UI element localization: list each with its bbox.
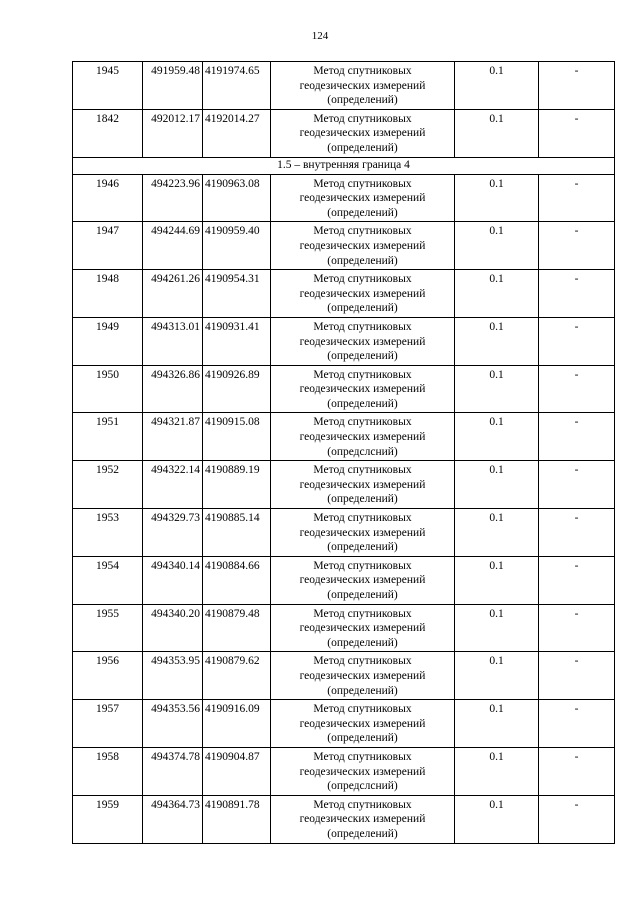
- table-row: [73, 413, 615, 461]
- section-row: [73, 157, 615, 174]
- method-line: геодезических измерений: [299, 79, 426, 92]
- coord-y: 4192014.27: [203, 109, 271, 157]
- method-line: Метод спутниковых: [313, 512, 412, 525]
- note: -: [539, 222, 615, 270]
- method-cell: [271, 556, 455, 604]
- accuracy: 0.1: [455, 413, 539, 461]
- note: -: [539, 413, 615, 461]
- coord-y: 4190931.41: [203, 317, 271, 365]
- coord-x: 494223.96: [143, 174, 203, 222]
- method-line: (определений): [327, 827, 398, 840]
- coord-y: 4190891.78: [203, 795, 271, 843]
- method-line: (определений): [327, 732, 398, 745]
- coord-y: 4190963.08: [203, 174, 271, 222]
- table-row: [73, 652, 615, 700]
- point-number: 1957: [73, 700, 143, 748]
- accuracy: 0.1: [455, 222, 539, 270]
- note: -: [539, 62, 615, 110]
- table-row: [73, 795, 615, 843]
- coord-x: 494261.26: [143, 270, 203, 318]
- point-number: 1959: [73, 795, 143, 843]
- coord-x: 494340.20: [143, 604, 203, 652]
- method-line: Метод спутниковых: [313, 607, 412, 620]
- method-line: геодезических измерений: [299, 622, 426, 635]
- accuracy: 0.1: [455, 652, 539, 700]
- point-number: 1949: [73, 317, 143, 365]
- coord-x: 494353.95: [143, 652, 203, 700]
- method-line: (опредслсний): [327, 780, 398, 793]
- method-line: Метод спутниковых: [313, 320, 412, 333]
- coord-y: 4190904.87: [203, 747, 271, 795]
- note: -: [539, 109, 615, 157]
- coord-y: 4190879.62: [203, 652, 271, 700]
- method-line: Метод спутниковых: [313, 703, 412, 716]
- coord-y: 4190959.40: [203, 222, 271, 270]
- note: -: [539, 317, 615, 365]
- coord-x: 494374.78: [143, 747, 203, 795]
- point-number: 1945: [73, 62, 143, 110]
- method-cell: [271, 317, 455, 365]
- method-cell: [271, 62, 455, 110]
- method-line: Метод спутниковых: [313, 655, 412, 668]
- coord-x: 494353.56: [143, 700, 203, 748]
- note: -: [539, 509, 615, 557]
- method-line: Метод спутниковых: [313, 368, 412, 381]
- method-line: (опредслсний): [327, 445, 398, 458]
- coord-y: 4190879.48: [203, 604, 271, 652]
- method-line: геодезических измерений: [299, 335, 426, 348]
- accuracy: 0.1: [455, 604, 539, 652]
- method-line: Метод спутниковых: [313, 112, 412, 125]
- coord-y: 4190884.66: [203, 556, 271, 604]
- method-cell: [271, 174, 455, 222]
- table-row: [73, 109, 615, 157]
- accuracy: 0.1: [455, 461, 539, 509]
- method-cell: [271, 109, 455, 157]
- method-line: (определений): [327, 94, 398, 107]
- coord-x: 494322.14: [143, 461, 203, 509]
- method-line: Метод спутниковых: [313, 750, 412, 763]
- coord-x: 494326.86: [143, 365, 203, 413]
- point-number: 1956: [73, 652, 143, 700]
- coord-x: 492012.17: [143, 109, 203, 157]
- method-cell: [271, 652, 455, 700]
- accuracy: 0.1: [455, 556, 539, 604]
- coord-y: 4190954.31: [203, 270, 271, 318]
- method-cell: [271, 365, 455, 413]
- method-line: (определений): [327, 541, 398, 554]
- section-title: 1.5 – внутренняя граница 4: [73, 157, 615, 174]
- note: -: [539, 556, 615, 604]
- method-line: геодезических измерений: [299, 383, 426, 396]
- method-line: геодезических измерений: [299, 287, 426, 300]
- table-row: [73, 174, 615, 222]
- method-cell: [271, 509, 455, 557]
- method-line: геодезических измерений: [299, 813, 426, 826]
- note: -: [539, 604, 615, 652]
- coordinates-table: [72, 61, 615, 844]
- method-line: (определений): [327, 684, 398, 697]
- method-cell: [271, 604, 455, 652]
- method-line: (определений): [327, 636, 398, 649]
- table-row: [73, 270, 615, 318]
- table-row: [73, 604, 615, 652]
- method-line: Метод спутниковых: [313, 559, 412, 572]
- table-row: [73, 317, 615, 365]
- method-line: Метод спутниковых: [313, 177, 412, 190]
- note: -: [539, 270, 615, 318]
- method-line: геодезических измерений: [299, 526, 426, 539]
- note: -: [539, 365, 615, 413]
- method-line: Метод спутниковых: [313, 225, 412, 238]
- accuracy: 0.1: [455, 747, 539, 795]
- point-number: 1947: [73, 222, 143, 270]
- method-line: геодезических измерений: [299, 669, 426, 682]
- accuracy: 0.1: [455, 700, 539, 748]
- note: -: [539, 652, 615, 700]
- coord-y: 4190926.89: [203, 365, 271, 413]
- method-cell: [271, 700, 455, 748]
- coord-x: 494321.87: [143, 413, 203, 461]
- method-line: (определений): [327, 397, 398, 410]
- point-number: 1958: [73, 747, 143, 795]
- note: -: [539, 461, 615, 509]
- coord-x: 494340.14: [143, 556, 203, 604]
- point-number: 1955: [73, 604, 143, 652]
- point-number: 1952: [73, 461, 143, 509]
- accuracy: 0.1: [455, 270, 539, 318]
- coord-y: 4190915.08: [203, 413, 271, 461]
- coord-x: 494329.73: [143, 509, 203, 557]
- method-cell: [271, 270, 455, 318]
- point-number: 1953: [73, 509, 143, 557]
- accuracy: 0.1: [455, 62, 539, 110]
- point-number: 1951: [73, 413, 143, 461]
- method-cell: [271, 795, 455, 843]
- method-line: (определений): [327, 302, 398, 315]
- method-line: Метод спутниковых: [313, 798, 412, 811]
- coord-y: 4191974.65: [203, 62, 271, 110]
- coord-y: 4190885.14: [203, 509, 271, 557]
- point-number: 1948: [73, 270, 143, 318]
- method-cell: [271, 461, 455, 509]
- coord-x: 491959.48: [143, 62, 203, 110]
- method-line: (определений): [327, 254, 398, 267]
- method-line: (определений): [327, 589, 398, 601]
- table-row: [73, 461, 615, 509]
- method-line: геодезических измерений: [299, 717, 426, 730]
- accuracy: 0.1: [455, 509, 539, 557]
- table-row: [73, 747, 615, 795]
- point-number: 1954: [73, 556, 143, 604]
- method-line: геодезических измерений: [299, 765, 426, 778]
- method-line: (определений): [327, 141, 398, 154]
- table-row: [73, 509, 615, 557]
- method-line: Метод спутниковых: [313, 273, 412, 286]
- note: -: [539, 174, 615, 222]
- method-line: Метод спутниковых: [313, 65, 412, 77]
- note: -: [539, 795, 615, 843]
- table-row: [73, 62, 615, 110]
- accuracy: 0.1: [455, 365, 539, 413]
- method-line: (определений): [327, 493, 398, 506]
- method-line: Метод спутниковых: [313, 416, 412, 429]
- method-line: (определений): [327, 350, 398, 363]
- coord-y: 4190889.19: [203, 461, 271, 509]
- note: -: [539, 700, 615, 748]
- note: -: [539, 747, 615, 795]
- accuracy: 0.1: [455, 109, 539, 157]
- coord-x: 494364.73: [143, 795, 203, 843]
- point-number: 1946: [73, 174, 143, 222]
- method-line: геодезических измерений: [299, 239, 426, 252]
- method-line: (определений): [327, 206, 398, 219]
- method-line: Метод спутниковых: [313, 464, 412, 477]
- table-row: [73, 365, 615, 413]
- coord-x: 494244.69: [143, 222, 203, 270]
- method-cell: [271, 222, 455, 270]
- coord-y: 4190916.09: [203, 700, 271, 748]
- table-row: [73, 700, 615, 748]
- method-line: геодезических измерений: [299, 431, 426, 444]
- coord-x: 494313.01: [143, 317, 203, 365]
- method-line: геодезических измерений: [299, 478, 426, 491]
- method-line: геодезических измерений: [299, 127, 426, 140]
- method-line: геодезических измерений: [299, 574, 426, 587]
- table-row: [73, 222, 615, 270]
- point-number: 1950: [73, 365, 143, 413]
- page-number: 124: [311, 30, 329, 42]
- point-number: 1842: [73, 109, 143, 157]
- method-cell: [271, 747, 455, 795]
- accuracy: 0.1: [455, 174, 539, 222]
- method-cell: [271, 413, 455, 461]
- accuracy: 0.1: [455, 317, 539, 365]
- accuracy: 0.1: [455, 795, 539, 843]
- table-row: [73, 556, 615, 604]
- method-line: геодезических измерений: [299, 192, 426, 205]
